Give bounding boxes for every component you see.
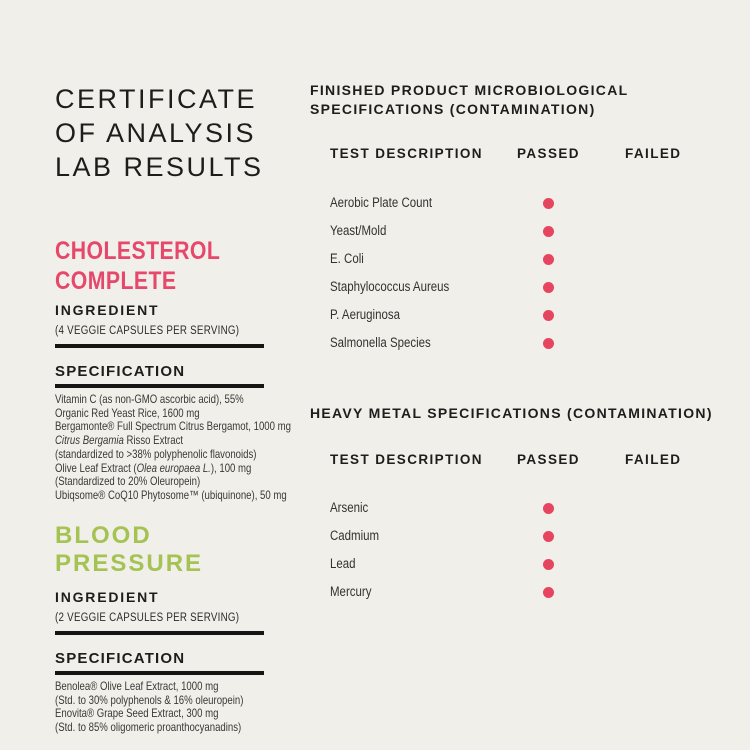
passed-cell — [517, 226, 595, 237]
test-description-cell: Mercury — [330, 584, 372, 599]
table-heading-line: HEAVY METAL SPECIFICATIONS (CONTAMINATION) — [310, 405, 713, 421]
passed-cell — [517, 587, 595, 598]
column-header-failed: FAILED — [625, 452, 682, 467]
table-heading — [310, 81, 720, 119]
serving-note: (4 VEGGIE CAPSULES PER SERVING) — [55, 325, 240, 337]
divider-rule — [55, 671, 264, 675]
column-header-test-description: TEST DESCRIPTION — [330, 452, 483, 467]
test-description-cell: Arsenic — [330, 500, 369, 515]
table-row — [330, 522, 720, 550]
product-section-cholesterol-complete — [55, 236, 305, 503]
passed-cell — [517, 198, 595, 209]
specification-heading: SPECIFICATION — [55, 650, 186, 667]
product-name-line: CHOLESTEROL — [55, 237, 221, 265]
passed-status-dot — [543, 198, 554, 209]
spec-line: Ubiqsome® CoQ10 Phytosome™ (ubiquinone), 50 mg — [55, 487, 287, 502]
test-description-cell: Salmonella Species — [330, 335, 431, 350]
passed-cell — [517, 282, 595, 293]
passed-status-dot — [543, 254, 554, 265]
passed-cell — [517, 503, 595, 514]
spec-line: Enovita® Grape Seed Extract, 300 mg — [55, 706, 219, 721]
passed-status-dot — [543, 282, 554, 293]
divider-rule — [55, 384, 264, 388]
test-description-cell: Lead — [330, 556, 356, 571]
passed-cell — [517, 254, 595, 265]
product-name — [55, 236, 305, 296]
spec-line: Citrus Bergamia Risso Extract — [55, 433, 184, 448]
product-name-line: BLOOD — [55, 522, 152, 549]
spec-line: Olive Leaf Extract (Olea europaea L.), 100 mg — [55, 460, 252, 475]
table-body — [310, 494, 720, 606]
specification-heading: SPECIFICATION — [55, 363, 186, 380]
passed-status-dot — [543, 587, 554, 598]
column-header-test-description: TEST DESCRIPTION — [330, 146, 483, 161]
spec-line: Vitamin C (as non-GMO ascorbic acid), 55% — [55, 392, 244, 406]
spec-line: Organic Red Yeast Rice, 1600 mg — [55, 405, 200, 420]
test-description-cell: Yeast/Mold — [330, 223, 387, 238]
table-row — [330, 494, 720, 522]
table-row — [330, 245, 720, 273]
table-row — [330, 189, 720, 217]
product-name-line: COMPLETE — [55, 267, 177, 295]
heavy-metal-specs-table — [310, 404, 720, 606]
table-heading-line: SPECIFICATIONS (CONTAMINATION) — [310, 101, 596, 117]
test-description-cell: E. Coli — [330, 251, 364, 266]
table-heading-line: FINISHED PRODUCT MICROBIOLOGICAL — [310, 82, 629, 98]
table-heading — [310, 404, 720, 423]
test-description-cell: Aerobic Plate Count — [330, 195, 433, 210]
table-row — [330, 273, 720, 301]
table-row — [330, 301, 720, 329]
product-name-line: PRESSURE — [55, 550, 204, 577]
table-row — [330, 217, 720, 245]
test-description-cell: Staphylococcus Aureus — [330, 279, 450, 294]
test-description-cell: P. Aeruginosa — [330, 307, 400, 322]
passed-cell — [517, 338, 595, 349]
spec-line: Benolea® Olive Leaf Extract, 1000 mg — [55, 679, 219, 693]
ingredient-heading: INGREDIENT — [55, 589, 160, 605]
product-name — [55, 522, 305, 578]
serving-note: (2 VEGGIE CAPSULES PER SERVING) — [55, 612, 240, 624]
passed-status-dot — [543, 338, 554, 349]
divider-rule — [55, 344, 264, 348]
spec-line: (Standardized to 20% Oleuropein) — [55, 474, 201, 489]
page-title — [55, 82, 264, 184]
title-line-3: LAB RESULTS — [55, 152, 264, 182]
table-row — [330, 329, 720, 357]
microbiological-specs-table — [310, 81, 720, 357]
table-row — [330, 550, 720, 578]
passed-status-dot — [543, 226, 554, 237]
passed-status-dot — [543, 559, 554, 570]
divider-rule — [55, 631, 264, 635]
specification-list — [55, 680, 255, 735]
spec-line: Bergamonte® Full Spectrum Citrus Bergamot, 1000 mg — [55, 419, 291, 434]
spec-line: (Std. to 30% polyphenols & 16% oleuropein) — [55, 692, 244, 707]
title-line-1: CERTIFICATE — [55, 84, 258, 114]
passed-cell — [517, 310, 595, 321]
spec-line: (Std. to 85% oligomeric proanthocyanadins) — [55, 720, 242, 735]
specification-list — [55, 392, 291, 503]
column-header-passed: PASSED — [517, 452, 580, 467]
passed-cell — [517, 531, 595, 542]
spec-line: (standardized to >38% polyphenolic flavonoids) — [55, 446, 257, 461]
product-section-blood-pressure — [55, 522, 305, 735]
passed-status-dot — [543, 531, 554, 542]
table-row — [330, 578, 720, 606]
ingredient-heading: INGREDIENT — [55, 302, 160, 318]
passed-status-dot — [543, 310, 554, 321]
column-header-passed: PASSED — [517, 146, 580, 161]
passed-status-dot — [543, 503, 554, 514]
passed-cell — [517, 559, 595, 570]
table-header-row — [330, 451, 720, 468]
table-body — [310, 189, 720, 357]
title-line-2: OF ANALYSIS — [55, 118, 257, 148]
test-description-cell: Cadmium — [330, 528, 380, 543]
table-header-row — [330, 145, 720, 162]
column-header-failed: FAILED — [625, 146, 682, 161]
